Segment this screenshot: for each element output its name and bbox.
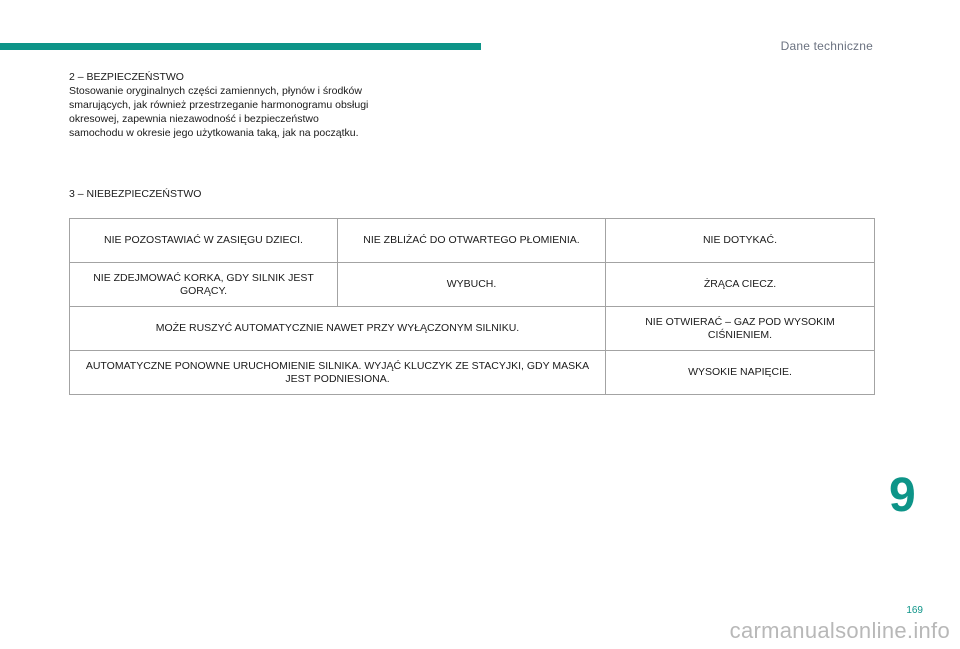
- warnings-table: [69, 218, 875, 395]
- page-number: 169: [906, 605, 923, 616]
- table-cell: WYBUCH.: [338, 263, 606, 307]
- table-cell: NIE DOTYKAĆ.: [606, 219, 875, 263]
- table-cell: AUTOMATYCZNE PONOWNE URUCHOMIENIE SILNIKA. WYJĄĆ KLUCZYK ZE STACYJKI, GDY MASKA JEST PODNIESIONA.: [70, 351, 606, 395]
- table-cell: NIE POZOSTAWIAĆ W ZASIĘGU DZIECI.: [70, 219, 338, 263]
- table-cell: NIE ZBLIŻAĆ DO OTWARTEGO PŁOMIENIA.: [338, 219, 606, 263]
- table-cell: NIE OTWIERAĆ – GAZ POD WYSOKIM CIŚNIENIEM.: [606, 307, 875, 351]
- watermark: carmanualsonline.info: [729, 618, 950, 643]
- section-safety-body: Stosowanie oryginalnych części zamiennych, płynów i środków smarujących, jak również przestrzeganie harmonogramu obsługi okresowej, zapewnia niezawodność i bezpieczeństwo samochodu w okresie jego użytkowania taką, jak na początku.: [69, 85, 369, 139]
- table-cell: ŻRĄCA CIECZ.: [606, 263, 875, 307]
- table-row: [70, 219, 875, 263]
- table-cell: MOŻE RUSZYĆ AUTOMATYCZNIE NAWET PRZY WYŁĄCZONYM SILNIKU.: [70, 307, 606, 351]
- table-row: [70, 307, 875, 351]
- section-danger: [69, 187, 369, 201]
- section-safety: [69, 70, 369, 140]
- table-row: [70, 263, 875, 307]
- table-row: [70, 351, 875, 395]
- section-danger-heading: 3 – NIEBEZPIECZEŃSTWO: [69, 188, 202, 200]
- table-cell: WYSOKIE NAPIĘCIE.: [606, 351, 875, 395]
- chapter-number: 9: [889, 469, 916, 522]
- section-safety-heading: 2 – BEZPIECZEŃSTWO: [69, 71, 184, 83]
- table-cell: NIE ZDEJMOWAĆ KORKA, GDY SILNIK JEST GORĄCY.: [70, 263, 338, 307]
- header-accent-bar: [0, 43, 481, 50]
- section-title: Dane techniczne: [780, 39, 873, 53]
